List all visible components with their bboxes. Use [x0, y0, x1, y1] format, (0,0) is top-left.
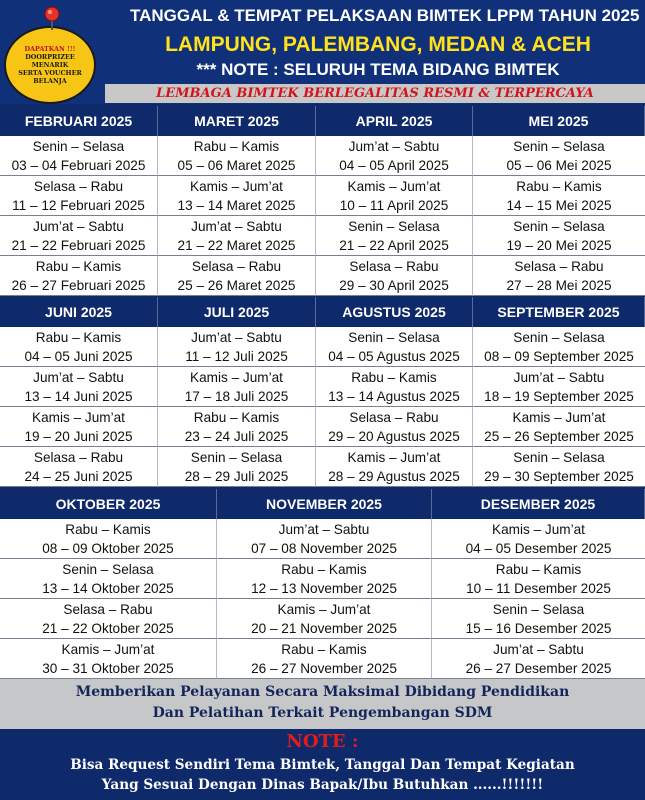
session-days: Rabu – Kamis	[281, 642, 367, 657]
schedule-cell	[0, 367, 158, 407]
session-days: Senin – Selasa	[348, 330, 440, 345]
session-dates: 21 – 22 Oktober 2025	[42, 621, 174, 636]
session-days: Senin – Selasa	[513, 330, 605, 345]
session-days: Kamis – Jum’at	[492, 522, 585, 537]
schedule-cell	[0, 519, 217, 559]
session-dates: 13 – 14 Maret 2025	[177, 198, 296, 213]
session-dates: 30 – 31 Oktober 2025	[42, 661, 174, 676]
session-dates: 28 – 29 Agustus 2025	[328, 469, 460, 484]
schedule-grid-jun-sep	[0, 297, 645, 487]
session-dates: 03 – 04 Februari 2025	[11, 158, 146, 173]
session-dates: 04 – 05 Agustus 2025	[328, 349, 460, 364]
session-days: Kamis – Jum’at	[61, 642, 155, 657]
schedule-cell	[473, 447, 645, 487]
schedule-cell	[0, 639, 217, 679]
session-dates: 04 – 05 Desember 2025	[465, 541, 612, 556]
session-dates: 20 – 21 November 2025	[251, 621, 397, 636]
session-days: Rabu – Kamis	[495, 562, 582, 577]
session-days: Kamis – Jum’at	[190, 179, 283, 194]
session-days: Senin – Selasa	[32, 139, 125, 154]
request-line: Yang Sesuai Dengan Dinas Bapak/Ibu Butuhkan ......!!!!!!!	[101, 777, 544, 793]
session-dates: 04 – 05 Juni 2025	[24, 349, 133, 364]
month-header: MEI 2025	[473, 106, 645, 136]
schedule-cell	[0, 447, 158, 487]
session-days: Selasa – Rabu	[349, 410, 439, 425]
session-dates: 12 – 13 November 2025	[251, 581, 397, 596]
badge-line: BELANJA	[33, 77, 67, 85]
session-days: Senin – Selasa	[513, 219, 605, 234]
schedule-cell	[316, 256, 473, 296]
session-dates: 11 – 12 Juli 2025	[185, 349, 288, 364]
session-dates: 08 – 09 September 2025	[484, 349, 634, 364]
schedule-cell	[0, 216, 158, 256]
session-days: Rabu – Kamis	[35, 259, 122, 274]
session-dates: 07 – 08 November 2025	[251, 541, 397, 556]
schedule-grid-feb-may	[0, 106, 645, 296]
month-header: APRIL 2025	[316, 106, 473, 136]
session-dates: 14 – 15 Mei 2025	[506, 198, 612, 213]
month-header: AGUSTUS 2025	[316, 297, 473, 327]
session-days: Kamis – Jum’at	[277, 602, 371, 617]
session-days: Selasa – Rabu	[63, 602, 153, 617]
session-dates: 05 – 06 Maret 2025	[177, 158, 296, 173]
schedule-cell	[473, 136, 645, 176]
schedule-cell	[473, 216, 645, 256]
session-dates: 04 – 05 April 2025	[339, 158, 449, 173]
page-title: TANGGAL & TEMPAT PELAKSAAN BIMTEK LPPM TAHUN 2025	[130, 6, 640, 25]
badge-line: DAPATKAN !!!	[24, 45, 76, 53]
schedule-cell	[473, 327, 645, 367]
session-days: Jum’at – Sabtu	[348, 139, 440, 154]
session-dates: 17 – 18 Juli 2025	[184, 389, 289, 404]
schedule-cell	[316, 136, 473, 176]
session-days: Selasa – Rabu	[191, 259, 282, 274]
session-days: Kamis – Jum’at	[32, 410, 125, 425]
badge-line: MENARIK	[31, 61, 69, 69]
schedule-cell	[316, 327, 473, 367]
schedule-cell	[432, 519, 645, 559]
schedule-cell	[432, 599, 645, 639]
session-days: Selasa – Rabu	[514, 259, 604, 274]
session-days: Senin – Selasa	[513, 450, 605, 465]
push-pin-icon	[40, 5, 64, 31]
session-dates: 13 – 14 Juni 2025	[24, 389, 133, 404]
schedule-cell	[432, 639, 645, 679]
request-line: Bisa Request Sendiri Tema Bimtek, Tanggal Dan Tempat Kegiatan	[70, 757, 575, 773]
schedule-cell	[158, 256, 316, 296]
month-header: MARET 2025	[158, 106, 316, 136]
schedule-cell	[158, 447, 316, 487]
session-days: Senin – Selasa	[492, 602, 585, 617]
schedule-cell	[432, 559, 645, 599]
session-dates: 29 – 20 Agustus 2025	[328, 429, 460, 444]
month-header: SEPTEMBER 2025	[473, 297, 645, 327]
schedule-cell	[0, 407, 158, 447]
session-days: Selasa – Rabu	[33, 179, 124, 194]
session-days: Kamis – Jum’at	[347, 179, 441, 194]
session-dates: 13 – 14 Agustus 2025	[328, 389, 460, 404]
schedule-cell	[158, 327, 316, 367]
session-days: Senin – Selasa	[190, 450, 283, 465]
session-dates: 21 – 22 Maret 2025	[177, 238, 296, 253]
session-dates: 25 – 26 September 2025	[484, 429, 634, 444]
badge-line: SERTA VOUCHER	[18, 69, 82, 77]
session-days: Rabu – Kamis	[516, 179, 602, 194]
session-days: Rabu – Kamis	[35, 330, 122, 345]
schedule-cell	[217, 559, 432, 599]
session-dates: 19 – 20 Mei 2025	[506, 238, 612, 253]
request-text	[0, 755, 645, 795]
session-days: Selasa – Rabu	[349, 259, 439, 274]
service-line: Dan Pelatihan Terkait Pengembangan SDM	[152, 705, 493, 721]
session-days: Kamis – Jum’at	[190, 370, 283, 385]
session-dates: 18 – 19 September 2025	[484, 389, 634, 404]
theme-note: *** NOTE : SELURUH TEMA BIDANG BIMTEK	[196, 60, 560, 79]
session-days: Rabu – Kamis	[65, 522, 151, 537]
session-dates: 24 – 25 Juni 2025	[24, 469, 133, 484]
schedule-cell	[0, 256, 158, 296]
note-label: NOTE :	[286, 731, 359, 752]
schedule-cell	[0, 559, 217, 599]
session-dates: 11 – 12 Februari 2025	[12, 198, 145, 213]
schedule-cell	[158, 136, 316, 176]
session-dates: 21 – 22 April 2025	[339, 238, 449, 253]
month-header: FEBRUARI 2025	[0, 106, 158, 136]
session-dates: 05 – 06 Mei 2025	[506, 158, 612, 173]
schedule-cell	[0, 136, 158, 176]
session-days: Jum’at – Sabtu	[191, 219, 282, 234]
lembaga-banner: LEMBAGA BIMTEK BERLEGALITAS RESMI & TERPERCAYA	[105, 84, 645, 103]
month-header: OKTOBER 2025	[0, 489, 217, 519]
session-dates: 10 – 11 April 2025	[339, 198, 449, 213]
doorprize-badge	[4, 26, 96, 104]
schedule-cell	[0, 327, 158, 367]
session-days: Jum’at – Sabtu	[191, 330, 282, 345]
schedule-grid-oct-dec	[0, 489, 645, 679]
session-dates: 08 – 09 Oktober 2025	[42, 541, 174, 556]
session-dates: 15 – 16 Desember 2025	[465, 621, 612, 636]
session-dates: 25 – 26 Maret 2025	[177, 278, 296, 293]
session-dates: 26 – 27 Februari 2025	[11, 278, 146, 293]
session-dates: 28 – 29 Juli 2025	[184, 469, 289, 484]
session-dates: 10 – 11 Desember 2025	[466, 581, 611, 596]
session-days: Rabu – Kamis	[281, 562, 367, 577]
session-days: Selasa – Rabu	[33, 450, 124, 465]
session-dates: 19 – 20 Juni 2025	[24, 429, 133, 444]
session-days: Jum’at – Sabtu	[33, 370, 124, 385]
schedule-cell	[473, 176, 645, 216]
session-days: Rabu – Kamis	[351, 370, 437, 385]
schedule-cell	[217, 519, 432, 559]
schedule-cell	[316, 367, 473, 407]
session-days: Jum’at – Sabtu	[278, 522, 370, 537]
session-days: Jum’at – Sabtu	[493, 642, 584, 657]
session-days: Jum’at – Sabtu	[513, 370, 605, 385]
schedule-cell	[473, 367, 645, 407]
month-header: DESEMBER 2025	[432, 489, 645, 519]
month-header: JUNI 2025	[0, 297, 158, 327]
session-days: Jum’at – Sabtu	[33, 219, 124, 234]
schedule-cell	[473, 256, 645, 296]
session-dates: 13 – 14 Oktober 2025	[42, 581, 174, 596]
session-dates: 21 – 22 Februari 2025	[11, 238, 146, 253]
month-header: JULI 2025	[158, 297, 316, 327]
cities-subtitle: LAMPUNG, PALEMBANG, MEDAN & ACEH	[165, 33, 591, 56]
session-dates: 26 – 27 Desember 2025	[465, 661, 612, 676]
schedule-cell	[316, 176, 473, 216]
header-banner	[0, 0, 645, 104]
schedule-cell	[0, 176, 158, 216]
schedule-cell	[217, 639, 432, 679]
service-banner	[0, 679, 645, 729]
schedule-cell	[316, 447, 473, 487]
month-header: NOVEMBER 2025	[217, 489, 432, 519]
schedule-cell	[158, 367, 316, 407]
session-dates: 26 – 27 November 2025	[251, 661, 397, 676]
session-days: Rabu – Kamis	[193, 139, 280, 154]
session-dates: 23 – 24 Juli 2025	[184, 429, 289, 444]
schedule-cell	[473, 407, 645, 447]
session-days: Senin – Selasa	[513, 139, 605, 154]
session-days: Kamis – Jum’at	[512, 410, 606, 425]
schedule-cell	[316, 407, 473, 447]
session-dates: 27 – 28 Mei 2025	[506, 278, 612, 293]
schedule-cell	[158, 407, 316, 447]
session-days: Senin – Selasa	[348, 219, 440, 234]
schedule-cell	[316, 216, 473, 256]
session-days: Rabu – Kamis	[193, 410, 280, 425]
session-days: Kamis – Jum’at	[347, 450, 441, 465]
badge-line: DOORPRIZEE	[25, 53, 75, 61]
session-dates: 29 – 30 April 2025	[339, 278, 449, 293]
session-dates: 29 – 30 September 2025	[484, 469, 634, 484]
service-line: Memberikan Pelayanan Secara Maksimal Dibidang Pendidikan	[75, 684, 570, 700]
schedule-cell	[158, 176, 316, 216]
session-days: Senin – Selasa	[62, 562, 154, 577]
schedule-cell	[158, 216, 316, 256]
schedule-cell	[217, 599, 432, 639]
schedule-cell	[0, 599, 217, 639]
